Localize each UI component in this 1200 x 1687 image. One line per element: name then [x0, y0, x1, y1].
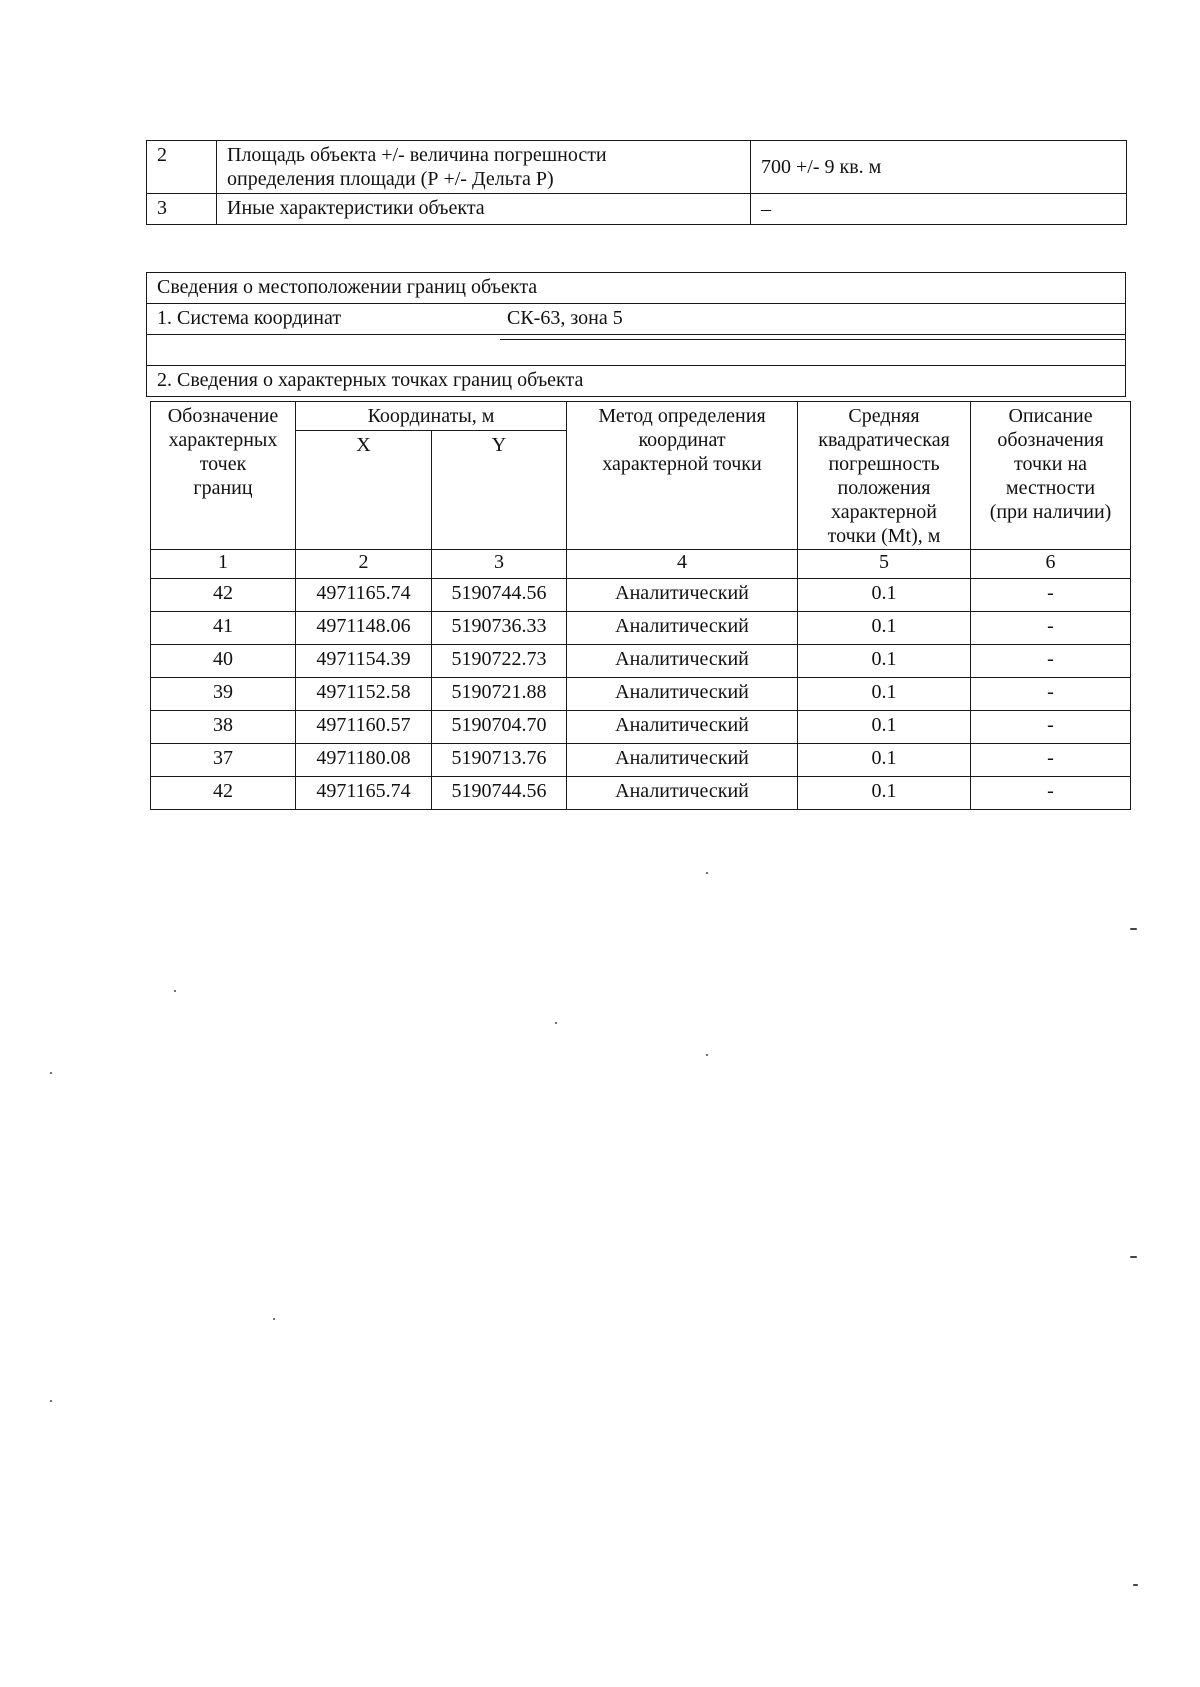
header-line: координат: [638, 429, 726, 451]
mt-error: 0.1: [798, 744, 971, 777]
header-line: границ: [193, 477, 253, 499]
header-x: X: [296, 431, 432, 550]
mt-error: 0.1: [798, 711, 971, 744]
header-line: точек: [199, 453, 247, 475]
boundaries-table: [146, 272, 1126, 397]
scan-speck: [706, 1054, 708, 1056]
header-line: Средняя: [848, 405, 920, 427]
table-row: [151, 579, 1131, 612]
table-row: [151, 744, 1131, 777]
mt-error: 0.1: [798, 579, 971, 612]
header-line: характерной точки: [602, 453, 762, 475]
scan-speck: [1130, 928, 1137, 930]
coord-y: 5190744.56: [432, 777, 567, 810]
method: Аналитический: [567, 612, 798, 645]
method: Аналитический: [567, 579, 798, 612]
table-row: [151, 645, 1131, 678]
coord-y: 5190721.88: [432, 678, 567, 711]
point-number: 37: [151, 744, 296, 777]
characteristics-row: [147, 141, 1127, 194]
header-line: положения: [837, 477, 931, 499]
coordinate-system-label: 1. Система координат: [157, 307, 342, 329]
scan-speck: [174, 990, 176, 992]
coord-x: 4971154.39: [296, 645, 432, 678]
header-coordinates: Координаты, м: [296, 402, 567, 431]
scan-speck: [273, 1318, 275, 1320]
points-section-title: 2. Сведения о характерных точках границ объекта: [147, 366, 1126, 397]
scan-speck: [1133, 1584, 1138, 1586]
coord-x: 4971180.08: [296, 744, 432, 777]
column-number-row: [151, 550, 1131, 579]
characteristics-row: [147, 194, 1127, 225]
row-number: 2: [147, 141, 217, 194]
coord-x: 4971152.58: [296, 678, 432, 711]
method: Аналитический: [567, 744, 798, 777]
divider: [500, 339, 1126, 340]
point-number: 42: [151, 579, 296, 612]
header-line: погрешность: [828, 453, 940, 475]
column-number: 1: [151, 550, 296, 579]
header-line: квадратическая: [818, 429, 950, 451]
scan-speck: [50, 1072, 52, 1074]
header-y: Y: [432, 431, 567, 550]
header-method: [567, 402, 798, 550]
coord-y: 5190722.73: [432, 645, 567, 678]
mt-error: 0.1: [798, 645, 971, 678]
point-description: -: [971, 744, 1131, 777]
header-designation: [151, 402, 296, 550]
point-number: 38: [151, 711, 296, 744]
coordinate-system-value: СК-63, зона 5: [507, 307, 623, 329]
header-line: Описание: [1008, 405, 1093, 427]
point-number: 42: [151, 777, 296, 810]
method: Аналитический: [567, 777, 798, 810]
header-line: точки (Mt), м: [827, 525, 941, 547]
coord-y: 5190704.70: [432, 711, 567, 744]
row-number: 3: [147, 194, 217, 225]
column-number: 6: [971, 550, 1131, 579]
method: Аналитический: [567, 711, 798, 744]
method: Аналитический: [567, 678, 798, 711]
characteristic-value: 700 +/- 9 кв. м: [751, 141, 1127, 194]
header-line: обозначения: [997, 429, 1104, 451]
point-description: -: [971, 678, 1131, 711]
header-line: характерной: [831, 501, 937, 523]
column-number: 3: [432, 550, 567, 579]
mt-error: 0.1: [798, 777, 971, 810]
header-description: [971, 402, 1131, 550]
characteristic-name-line: Площадь объекта +/- величина погрешности: [227, 144, 607, 166]
section-title: Сведения о местоположении границ объекта: [147, 273, 1126, 304]
coord-x: 4971165.74: [296, 579, 432, 612]
header-line: Обозначение: [167, 405, 279, 427]
point-description: -: [971, 579, 1131, 612]
object-characteristics-table: [146, 140, 1127, 225]
point-number: 41: [151, 612, 296, 645]
header-line: точки на: [1014, 453, 1088, 475]
point-description: -: [971, 711, 1131, 744]
scan-speck: [50, 1400, 52, 1402]
mt-error: 0.1: [798, 612, 971, 645]
boundary-points-table: [150, 401, 1131, 810]
header-line: местности: [1005, 477, 1096, 499]
characteristic-name: [217, 194, 751, 225]
coord-x: 4971165.74: [296, 777, 432, 810]
scan-speck: [706, 872, 708, 874]
mt-error: 0.1: [798, 678, 971, 711]
coord-y: 5190744.56: [432, 579, 567, 612]
characteristic-name-line: определения площади (Р +/- Дельта Р): [227, 168, 554, 190]
table-row: [151, 678, 1131, 711]
characteristic-value: –: [751, 194, 1127, 225]
coord-x: 4971148.06: [296, 612, 432, 645]
point-number: 39: [151, 678, 296, 711]
column-number: 4: [567, 550, 798, 579]
header-line: (при наличии): [989, 501, 1112, 523]
point-description: -: [971, 612, 1131, 645]
characteristic-name-line: Иные характеристики объекта: [227, 197, 485, 219]
column-number: 2: [296, 550, 432, 579]
header-error: [798, 402, 971, 550]
point-description: -: [971, 777, 1131, 810]
coord-x: 4971160.57: [296, 711, 432, 744]
coordinate-system-row: [147, 304, 1126, 335]
characteristic-name: [217, 141, 751, 194]
coord-y: 5190713.76: [432, 744, 567, 777]
header-line: Метод определения: [598, 405, 766, 427]
coord-y: 5190736.33: [432, 612, 567, 645]
scan-speck: [555, 1022, 557, 1024]
table-row: [151, 612, 1131, 645]
scan-speck: [1130, 1256, 1137, 1258]
method: Аналитический: [567, 645, 798, 678]
point-number: 40: [151, 645, 296, 678]
table-row: [151, 777, 1131, 810]
table-row: [151, 711, 1131, 744]
header-line: характерных: [168, 429, 278, 451]
column-number: 5: [798, 550, 971, 579]
point-description: -: [971, 645, 1131, 678]
